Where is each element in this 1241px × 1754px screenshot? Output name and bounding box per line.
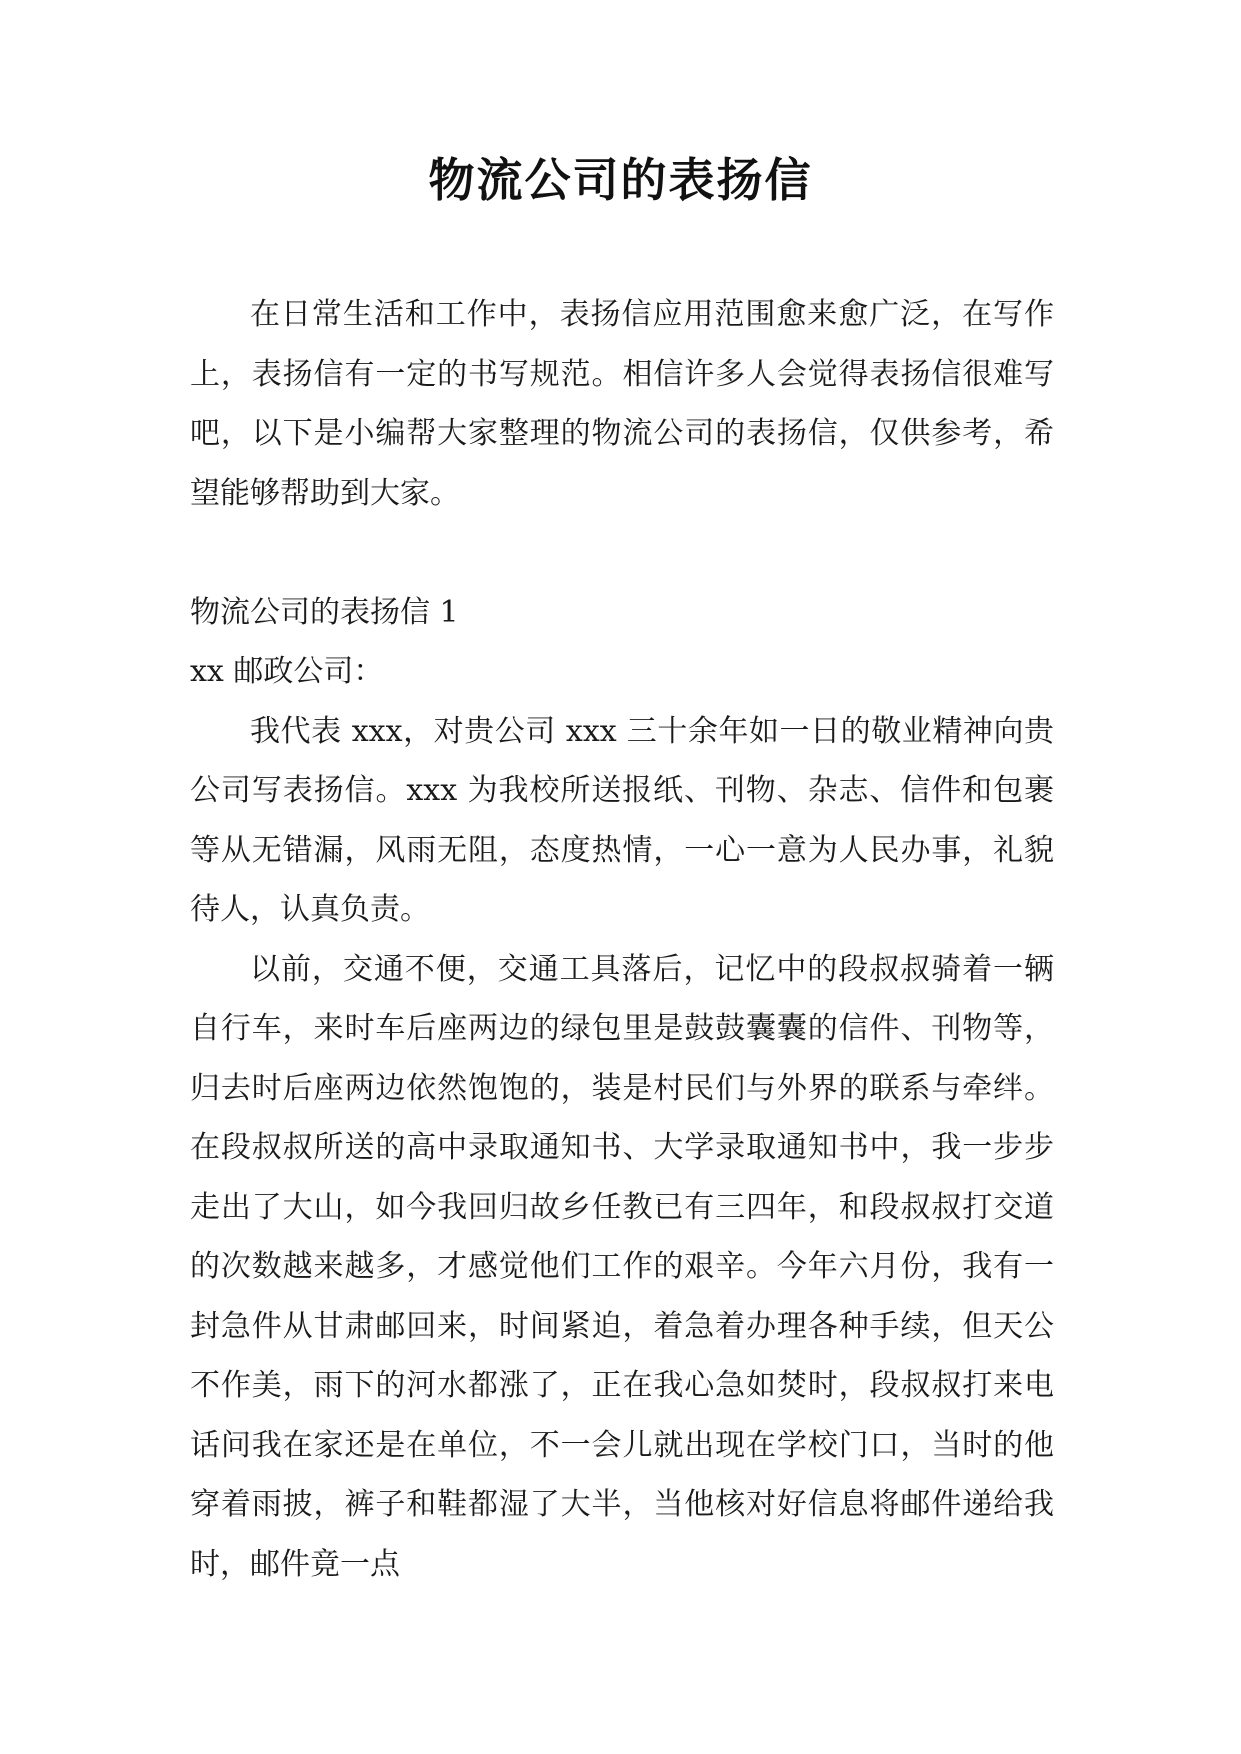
letter-paragraph-1: 我代表 xxx，对贵公司 xxx 三十余年如一日的敬业精神向贵公司写表扬信。xxx 为我校所送报纸、刊物、杂志、信件和包裹等从无错漏，风雨无阻，态度热情，一心一意为人民办事，礼貌待人，认真负责。 xyxy=(190,713,1054,927)
letter-salutation: xx 邮政公司： xyxy=(190,654,384,689)
document-body xyxy=(190,285,1054,1594)
paragraph-spacer xyxy=(190,523,1054,583)
letter-heading: 物流公司的表扬信 1 xyxy=(190,594,459,630)
document-title: 物流公司的表扬信 xyxy=(428,153,813,207)
intro-paragraph: 在日常生活和工作中，表扬信应用范围愈来愈广泛，在写作上，表扬信有一定的书写规范。相信许多人会觉得表扬信很难写吧，以下是小编帮大家整理的物流公司的表扬信，仅供参考，希望能够帮助到大家。 xyxy=(190,297,1054,511)
letter-paragraph-2: 以前，交通不便，交通工具落后，记忆中的段叔叔骑着一辆自行车，来时车后座两边的绿包里是鼓鼓囊囊的信件、刊物等，归去时后座两边依然饱饱的，装是村民们与外界的联系与牵绊。在段叔叔所送的高中录取通知书、大学录取通知书中，我一步步走出了大山，如今我回归故乡任教已有三四年，和段叔叔打交道的次数越来越多，才感觉他们工作的艰辛。今年六月份，我有一封急件从甘肃邮回来，时间紧迫，着急着办理各种手续，但天公不作美，雨下的河水都涨了，正在我心急如焚时，段叔叔打来电话问我在家还是在单位，不一会儿就出现在学校门口，当时的他穿着雨披，裤子和鞋都湿了大半，当他核对好信息将邮件递给我时，邮件竟一点 xyxy=(190,951,1054,1582)
